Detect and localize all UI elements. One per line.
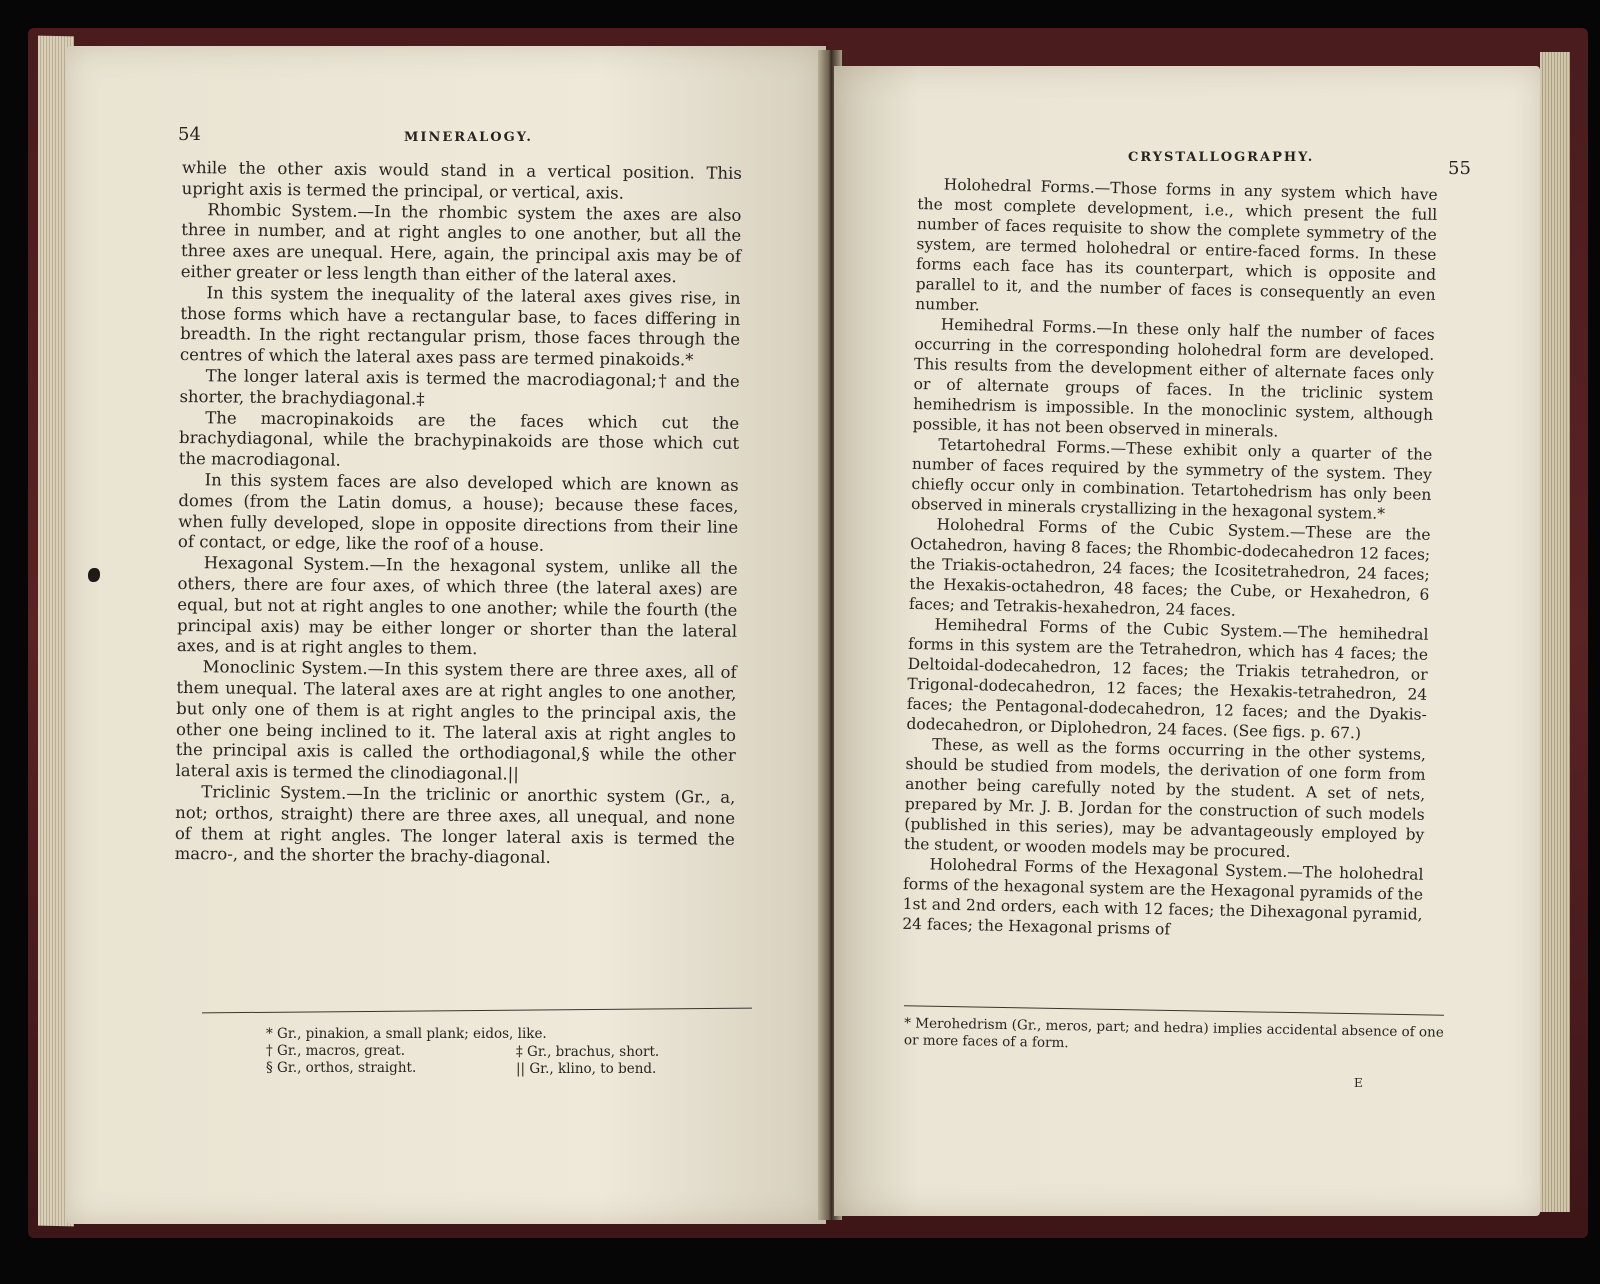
paragraph: These, as well as the forms occurring in the other systems, should be studied from models, the derivation of one form from another being carefully noted by the student. A set of nets, prepared by Mr. J. B. Jordan for the construction of such models (published in this series), may be advantageously employed by the student, or wooden models may be procured. — [903, 735, 1427, 861]
paragraph: Holohedral Forms of the Hexagonal System.—The holohedral forms of the hexagonal system are the Hexagonal pyramids of the 1st and 2nd orders, each with 12 faces; the Dihexagonal pyramid, 24 faces; the Hexagonal prisms of — [902, 855, 1424, 939]
paragraph: Hemihedral Forms of the Cubic System.—The hemihedral forms in this system are the Tetrahedron, which has 4 faces; the Deltoidal-dodecahedron, 12 faces; the Triakis tetrahedron, or Trigonal-dodecahedron, 12 faces; the Hexakis-tetrahedron, 24 faces; the Pentagonal-dodecahedron, 12 faces; and the Dyakis-dodecahedron, or Diplohedron, 24 faces. (See figs. p. 67.) — [906, 615, 1429, 743]
paragraph: In this system the inequality of the lateral axes gives rise, in those forms which have a rectangular base, to faces differing in breadth. In the right rectangular prism, those faces through the centres of which the lateral axes pass are termed pinakoids.* — [179, 283, 741, 370]
page-number: 55 — [1448, 158, 1471, 179]
footnotes-col-2 — [516, 1044, 659, 1078]
paragraph: Hemihedral Forms.—In these only half the number of faces occurring in the corresponding holohedral form are developed. This results from the development either of alternate faces only or of alternate groups of faces. In the triclinic system hemihedrism is impossible. In the monoclinic system, although possible, it has not been observed in minerals. — [912, 315, 1435, 441]
paragraph: Triclinic System.—In the triclinic or anorthic system (Gr., a, not; orthos, straight) there are three axes, all unequal, and none of them at right angles. The longer lateral axis is termed the macro-, and the shorter the brachy-diagonal. — [174, 782, 736, 868]
paragraph: The macropinakoids are the faces which cut the brachydiagonal, while the brachypinakoids are those which cut the macrodiagonal. — [178, 407, 740, 470]
running-head: MINERALOGY. — [404, 130, 533, 145]
footnote: ‡ Gr., brachus, short. — [516, 1044, 660, 1060]
paragraph: The longer lateral axis is termed the macrodiagonal;† and the shorter, the brachydiagonal.‡ — [179, 366, 740, 409]
paragraph: Holohedral Forms.—Those forms in any system which have the most complete development, i.e., which present the full number of faces requisite to show the complete symmetry of the system, are termed holohedral or entire-faced forms. In these forms each face has its counterpart, which is opposite and parallel to it, and the number of faces is consequently an even number. — [915, 175, 1438, 315]
body-text — [175, 158, 742, 871]
footnote-rule — [904, 1005, 1444, 1015]
ink-blot — [88, 568, 100, 582]
signature-mark: E — [1354, 1076, 1363, 1090]
left-page — [66, 46, 826, 1224]
paragraph: Monoclinic System.—In this system there are three axes, all of them unequal. The lateral axes are at right angles to one another, but only one of them is at right angles to the principal axis, the other one being inclined to it. The lateral axis at right angles to the principal axis is called the orthodiagonal,§ while the other lateral axis is termed the clinodiagonal.|| — [175, 657, 737, 784]
page-edges-right — [1540, 52, 1570, 1212]
footnote: * Merohedrism (Gr., meros, part; and hedra) implies accidental absence of one or more faces of a form. — [903, 1015, 1444, 1052]
running-head: CRYSTALLOGRAPHY. — [1128, 150, 1315, 165]
footnote: † Gr., macros, great. — [266, 1043, 406, 1059]
footnote: || Gr., klino, to bend. — [516, 1061, 657, 1077]
right-page — [834, 66, 1540, 1216]
paragraph: Tetartohedral Forms.—These exhibit only a quarter of the number of faces required by the symmetry of the system. They chiefly occur only in combination. Tetartohedrism has only been observed in minerals crystallizing in the hexagonal system.* — [910, 435, 1433, 523]
footnote: § Gr., orthos, straight. — [266, 1060, 417, 1076]
footnotes-col-1 — [266, 1026, 547, 1077]
paragraph: In this system faces are also developed which are known as domes (from the Latin domus, a house); because these faces, when fully developed, slope in opposite directions from their line of contact, or edge, like the roof of a house. — [177, 470, 739, 556]
body-text — [902, 174, 1438, 945]
paragraph: while the other axis would stand in a vertical position. This upright axis is termed the principal, or vertical, axis. — [181, 158, 742, 203]
paragraph: Rhombic System.—In the rhombic system the axes are also three in number, and at right angles to one another, but all the three axes are unequal. Here, again, the principal axis may be of either greater or less length than either of the lateral axes. — [180, 199, 742, 287]
footnote: * Gr., pinakion, a small plank; eidos, like. — [266, 1026, 547, 1042]
page-number: 54 — [178, 124, 201, 145]
paragraph: Holohedral Forms of the Cubic System.—These are the Octahedron, having 8 faces; the Rhombic-dodecahedron 12 faces; the Triakis-octahedron, 24 faces; the Icositetrahedron, 24 faces; the Hexakis-octahedron, 48 faces; the Cube, or Hexahedron, 6 faces; and Tetrakis-hexahedron, 24 faces. — [908, 515, 1431, 620]
paragraph: Hexagonal System.—In the hexagonal system, unlike all the others, there are four axes, of which three (the lateral axes) are equal, but not at right angles to one another; while the fourth (the principal axis) may be either longer or shorter than the lateral axes, and is at right angles to them. — [176, 553, 738, 659]
footnote-rule — [202, 1008, 752, 1014]
